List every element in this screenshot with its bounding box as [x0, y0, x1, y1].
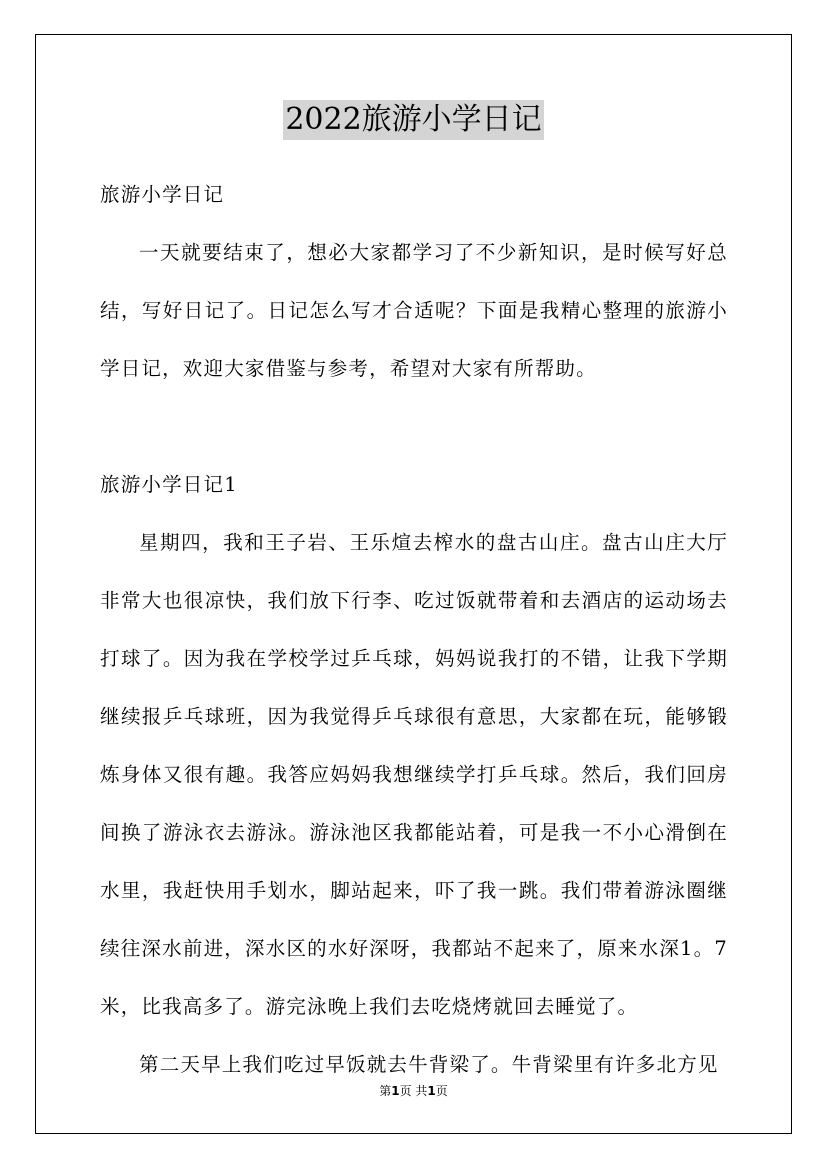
intro-heading: 旅游小学日记 [100, 183, 225, 206]
page-footer [0, 1083, 827, 1099]
intro-paragraph: 一天就要结束了，想必大家都学习了不少新知识，是时候写好总结，写好日记了。日记怎么写才合适呢？下面是我精心整理的旅游小学日记，欢迎大家借鉴与参考，希望对大家有所帮助。 [100, 241, 728, 380]
footer-page-prefix: 第 [379, 1084, 392, 1098]
document-title: 2022旅游小学日记 [283, 100, 543, 140]
section-spacer [100, 398, 728, 456]
footer-page-suffix: 页 [435, 1084, 448, 1098]
section-heading: 旅游小学日记1 [100, 473, 238, 496]
title-container [0, 100, 827, 140]
footer-page-mid: 页 共 [399, 1084, 428, 1098]
footer-current-page: 1 [391, 1084, 400, 1098]
body-paragraph-1: 星期四，我和王子岩、王乐煊去榨水的盘古山庄。盘古山庄大厅非常大也很凉快，我们放下行李、吃过饭就带着和去酒店的运动场去打球了。因为我在学校学过乒乓球，妈妈说我打的不错，让我下学期继续报乒乓球班，因为我觉得乒乓球很有意思，大家都在玩，能够锻炼身体又很有趣。我答应妈妈我想继续学打乒乓球。然后，我们回房间换了游泳衣去游泳。游泳池区我都能站着，可是我一不小心滑倒在水里，我赶快用手划水，脚站起来，吓了我一跳。我们带着游泳圈继续往深水前进，深水区的水好深呀，我都站不起来了，原来水深1。7米，比我高多了。游完泳晚上我们去吃烧烤就回去睡觉了。 [100, 531, 728, 1018]
footer-total-pages: 1 [427, 1084, 436, 1098]
document-body [100, 166, 728, 1094]
body-paragraph-2: 第二天早上我们吃过早饭就去牛背梁了。牛背梁里有许多北方见 [139, 1053, 719, 1076]
